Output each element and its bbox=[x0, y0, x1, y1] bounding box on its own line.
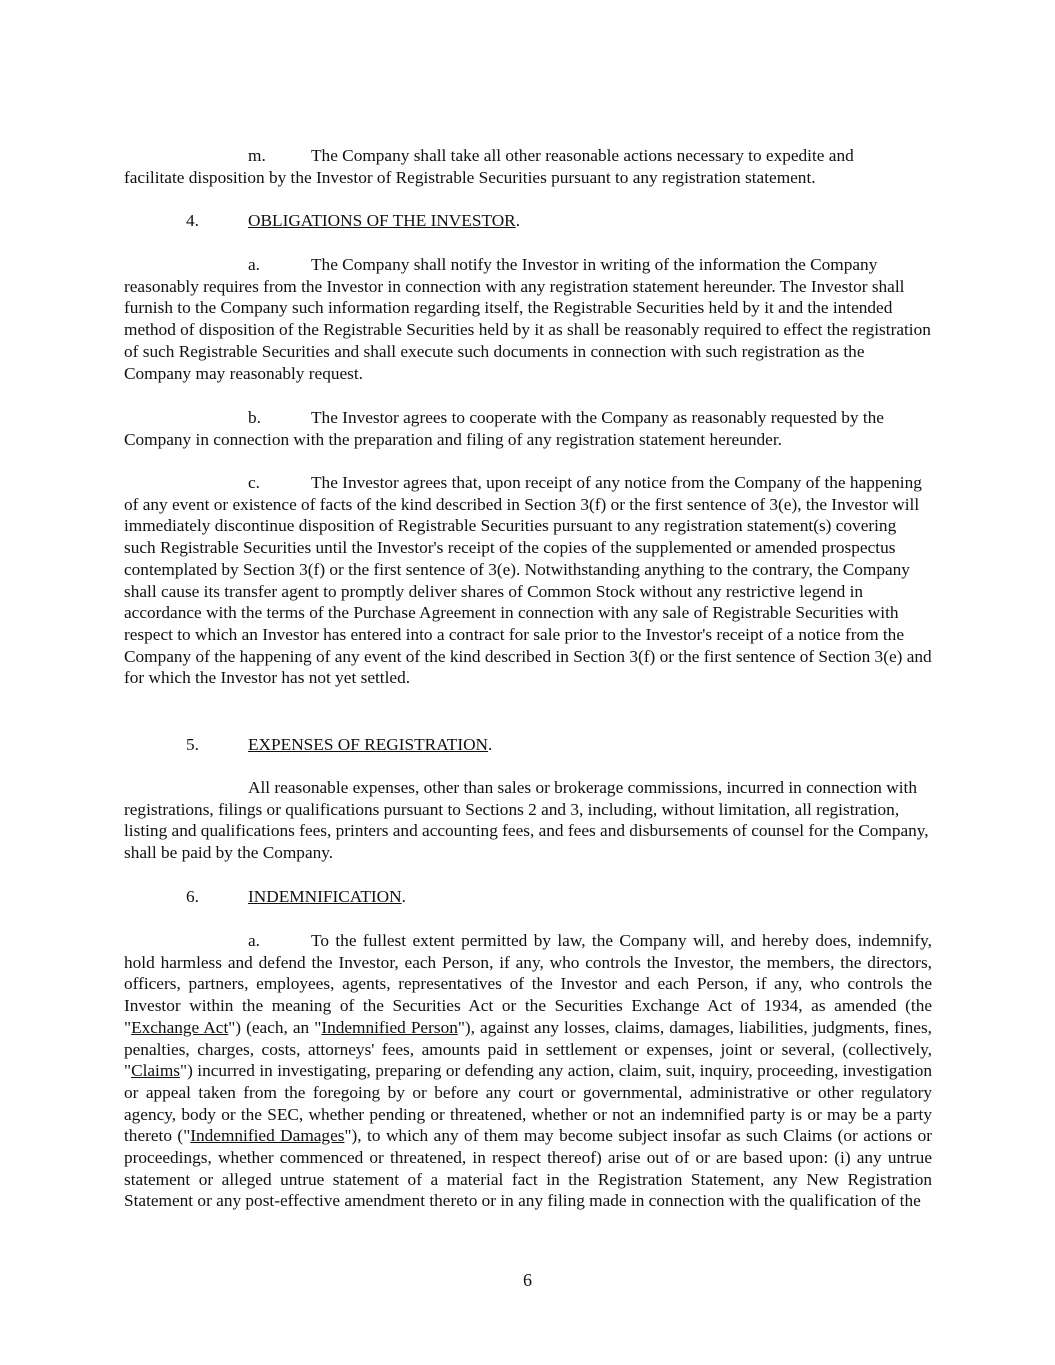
paragraph-text: The Investor agrees to cooperate with the Company as reasonably requested by the Company in connection with the preparation and filing of any registration statement hereunder. bbox=[124, 408, 884, 449]
defined-term-exchange-act: Exchange Act bbox=[131, 1017, 229, 1037]
paragraph-label: a. bbox=[248, 255, 260, 274]
section-number: 4. bbox=[186, 211, 199, 230]
paragraph-6a: a. To the fullest extent permitted by law, the Company will, and hereby does, indemnify, hold harmless and defend the Investor, each Person, if any, who controls the Investor, the members, the directors, officers, partners, employees, agents, representatives of the Investor and each Person, if any, who controls the Investor within the meaning of the Securities Act or the Securities Exchange Act of 1934, as amended (the "Exchange Act") (each, an "Indemnified Person"), against any losses, claims, damages, liabilities, judgments, fines, penalties, charges, costs, attorneys' fees, amounts paid in settlement or expenses, joint or several, (collectively, "Claims") incurred in investigating, preparing or defending any action, claim, suit, inquiry, proceeding, investigation or appeal taken from the foregoing by or before any court or governmental, administrative or other regulatory agency, body or the SEC, whether pending or threatened, whether or not an indemnified party is or may be a party thereto ("Indemnified Damages"), to which any of them may become subject insofar as such Claims (or actions or proceedings, whether commenced or threatened, in respect thereof) arise out of or are based upon: (i) any untrue statement or alleged untrue statement of a material fact in the Registration Statement, any New Registration Statement or any post-effective amendment thereto or in any filing made in connection with the qualification of the bbox=[124, 931, 933, 1211]
paragraph-5 bbox=[124, 777, 932, 864]
defined-term-indemnified-person: Indemnified Person bbox=[321, 1017, 458, 1037]
paragraph-text: The Investor agrees that, upon receipt of any notice from the Company of the happening of any event or existence of facts of the kind described in Section 3(f) or the first sentence of 3(e), the Investor will immediately discontinue disposition of Registrable Securities pursuant to any registration statement(s) covering such Registrable Securities until the Investor's receipt of the copies of the supplemented or amended prospectus contemplated by Section 3(f) or the first sentence of 3(e). Notwithstanding anything to the contrary, the Company shall cause its transfer agent to promptly deliver shares of Common Stock without any restrictive legend in accordance with the terms of the Purchase Agreement in connection with any sale of Registrable Securities with respect to which an Investor has entered into a contract for sale prior to the Investor's receipt of a notice from the Company of the happening of any event of the kind described in Section 3(f) or the first sentence of Section 3(e) and for which the Investor has not yet settled. bbox=[124, 473, 932, 688]
paragraph-label: m. bbox=[248, 146, 266, 165]
paragraph-label: b. bbox=[248, 408, 261, 427]
defined-term-claims: Claims bbox=[131, 1061, 181, 1081]
paragraph-m bbox=[124, 145, 932, 188]
defined-term-indemnified-damages: Indemnified Damages bbox=[190, 1126, 345, 1146]
paragraph-text: facilitate disposition by the Investor of Registrable Securities pursuant to any registration statement. bbox=[124, 167, 816, 187]
page-number: 6 bbox=[523, 1270, 532, 1290]
paragraph-label: a. bbox=[248, 931, 260, 950]
section-number: 6. bbox=[186, 887, 199, 906]
paragraph-4b bbox=[124, 407, 932, 450]
section-heading-5: 5. EXPENSES OF REGISTRATION. bbox=[186, 735, 493, 754]
section-title: EXPENSES OF REGISTRATION bbox=[248, 735, 489, 754]
section-heading-6: 6. INDEMNIFICATION. bbox=[186, 887, 406, 906]
paragraph-text: The Company shall notify the Investor in writing of the information the Company reasonably requires from the Investor in connection with any registration statement hereunder. The Investor shall furnish to the Company such information regarding itself, the Registrable Securities held by it and the intended method of disposition of the Registrable Securities held by it as shall be reasonably required to effect the registration of such Registrable Securities and shall execute such documents in connection with such registration as the Company may reasonably request. bbox=[124, 255, 931, 383]
section-heading-4: 4. OBLIGATIONS OF THE INVESTOR. bbox=[186, 211, 521, 230]
section-title: OBLIGATIONS OF THE INVESTOR bbox=[248, 211, 516, 230]
paragraph-4c bbox=[124, 472, 932, 689]
paragraph-text: The Company shall take all other reasonable actions necessary to expedite and bbox=[311, 146, 854, 165]
paragraph-4a bbox=[124, 254, 932, 384]
section-number: 5. bbox=[186, 735, 199, 754]
paragraph-text: All reasonable expenses, other than sales or brokerage commissions, incurred in connection with registrations, filings or qualifications pursuant to Sections 2 and 3, including, without limitation, all registration, listing and qualifications fees, printers and accounting fees, and fees and disbursements of counsel for the Company, shall be paid by the Company. bbox=[124, 778, 929, 863]
paragraph-label: c. bbox=[248, 473, 260, 492]
section-title: INDEMNIFICATION bbox=[248, 887, 402, 906]
